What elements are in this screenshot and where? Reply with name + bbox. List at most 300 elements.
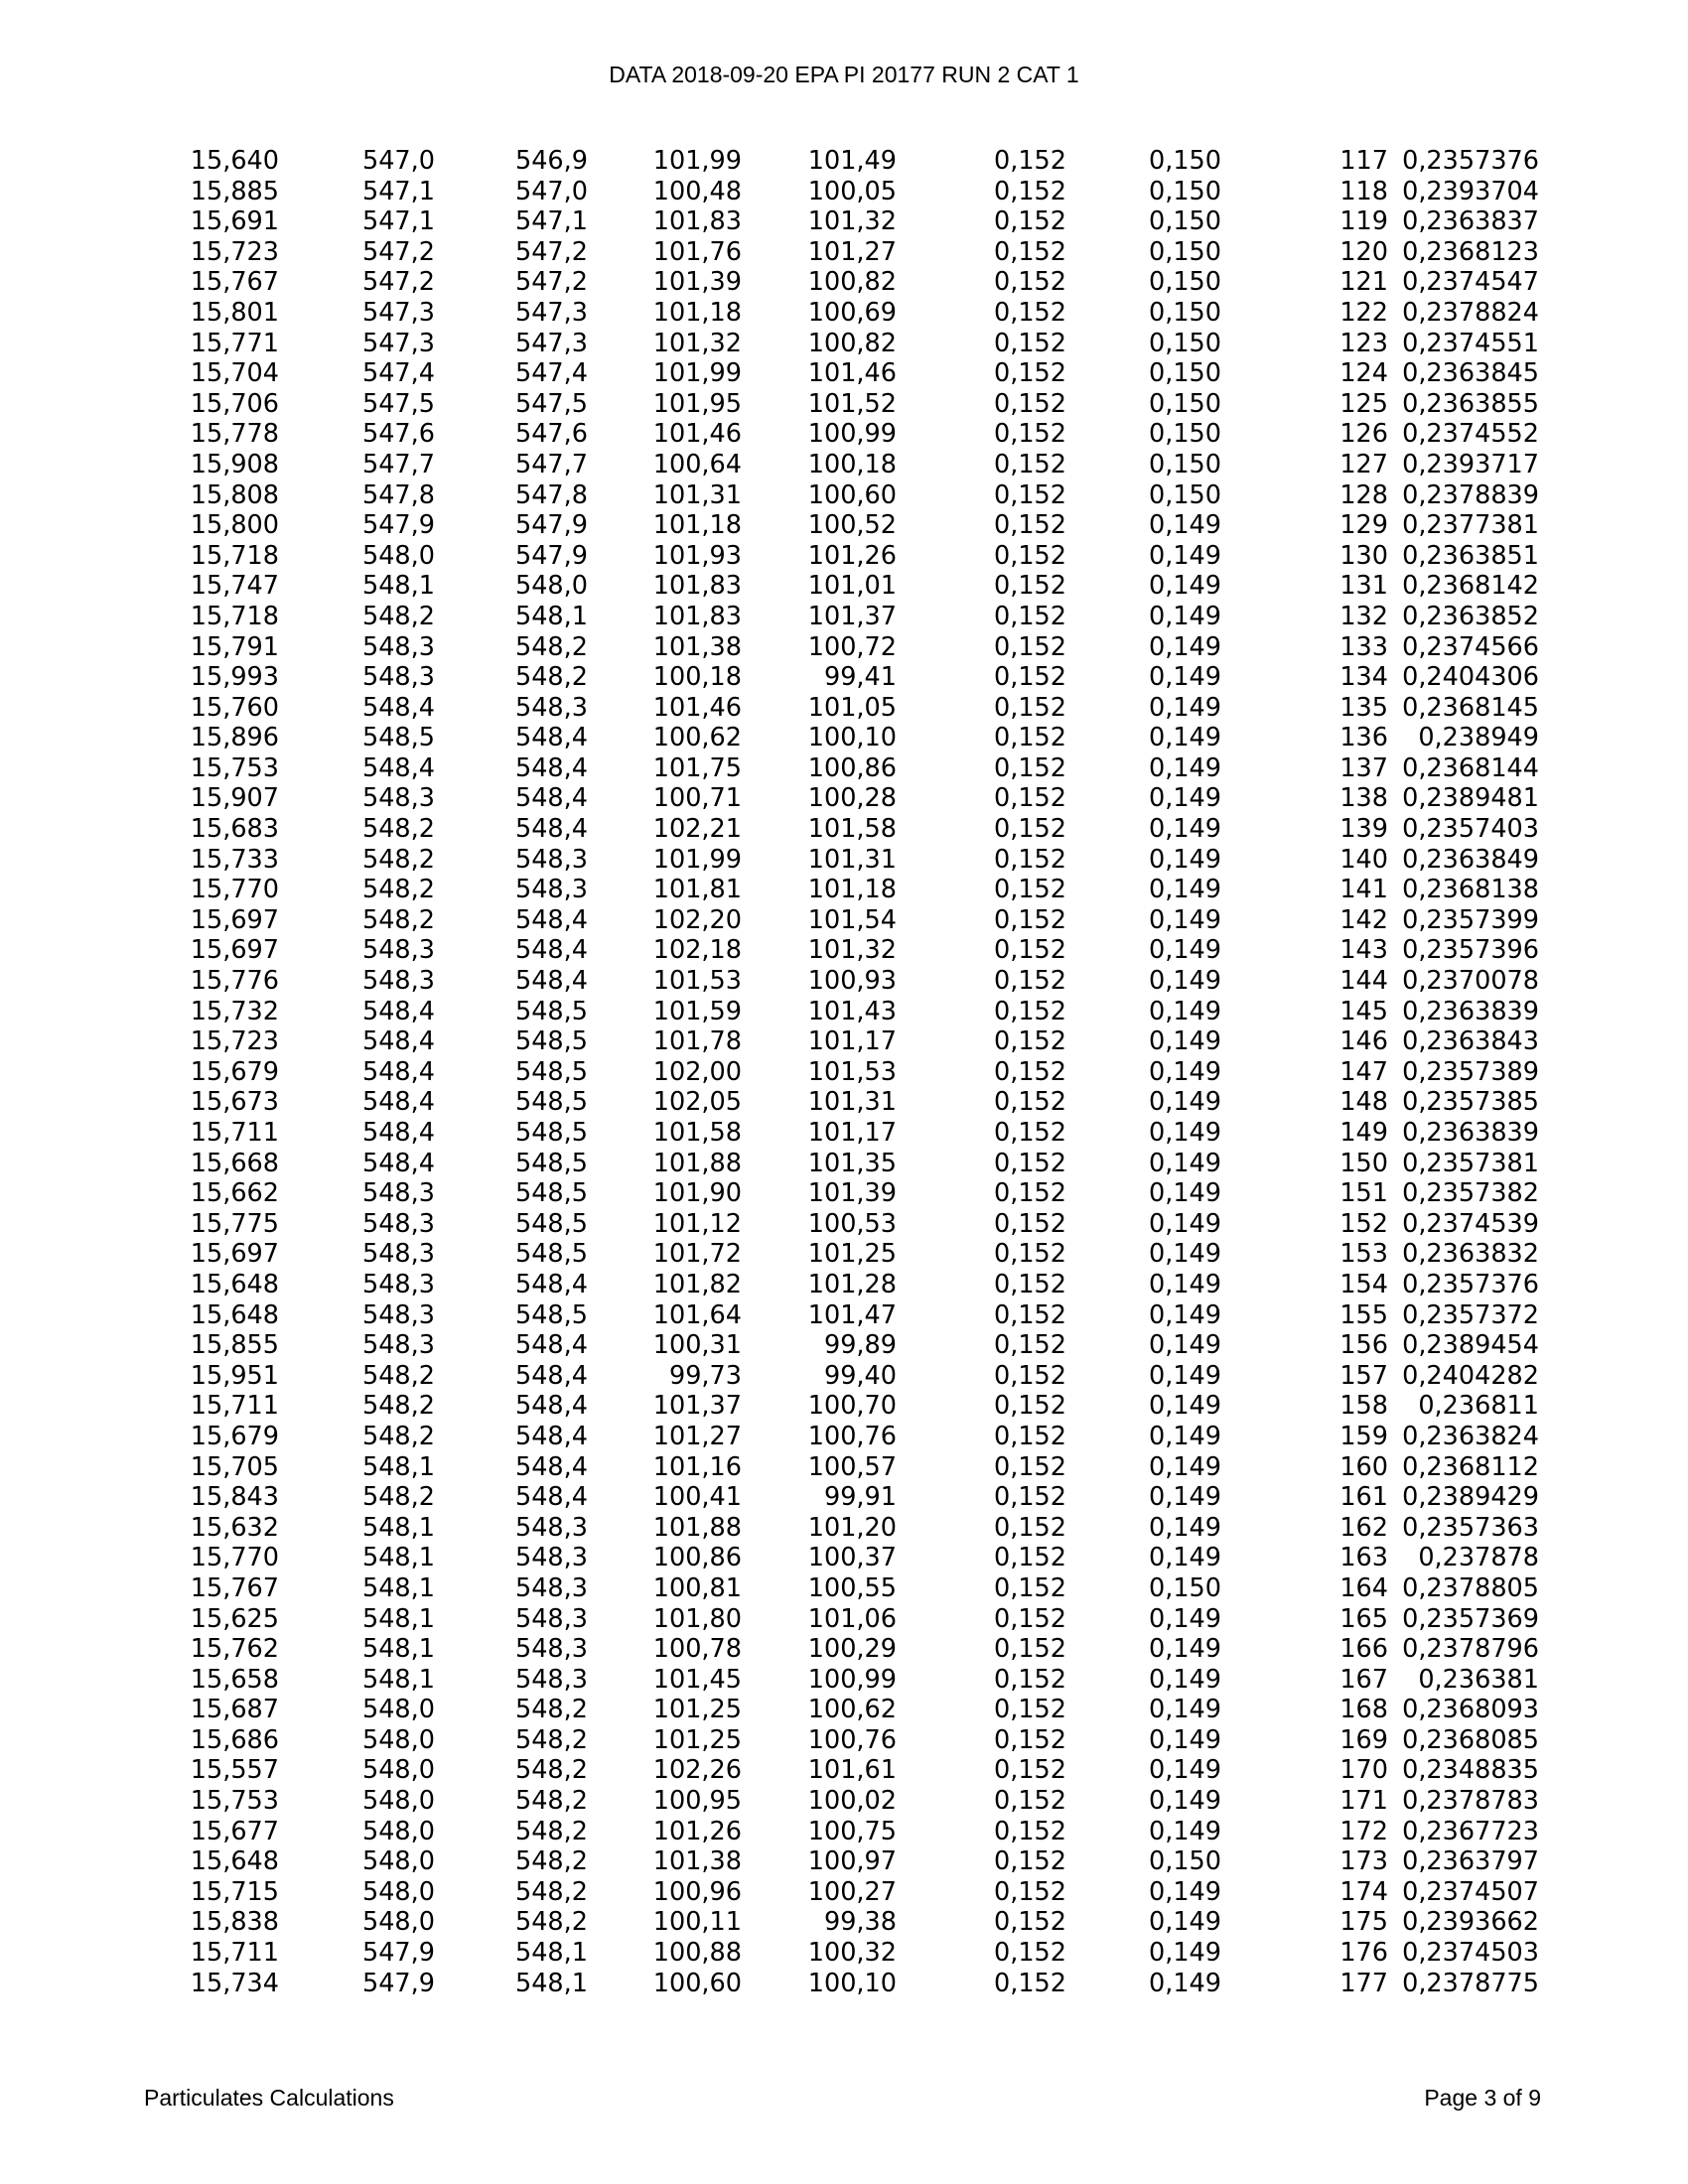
table-cell: 0,150 — [1148, 267, 1221, 298]
table-cell: 15,801 — [190, 297, 279, 328]
table-cell: 15,687 — [190, 1695, 279, 1725]
table-cell: 548,3 — [361, 1269, 435, 1299]
table-cell: 142 — [1339, 904, 1388, 935]
table-cell: 100,28 — [807, 783, 897, 814]
table-cell: 0,236811 — [1418, 1391, 1539, 1422]
table-cell: 15,723 — [190, 236, 279, 267]
table-cell: 0,152 — [993, 966, 1066, 997]
table-cell: 101,25 — [652, 1724, 742, 1755]
table-cell: 548,3 — [514, 1543, 588, 1573]
table-cell: 0,152 — [993, 1208, 1066, 1239]
table-cell: 101,83 — [652, 571, 742, 602]
table-row — [169, 541, 1539, 572]
table-cell: 548,4 — [514, 904, 588, 935]
table-cell: 0,152 — [993, 814, 1066, 845]
table-cell: 100,69 — [807, 297, 897, 328]
table-cell: 0,152 — [993, 1026, 1066, 1057]
table-cell: 548,4 — [514, 752, 588, 783]
table-cell: 170 — [1339, 1755, 1388, 1786]
table-cell: 0,149 — [1148, 1786, 1221, 1817]
table-cell: 0,149 — [1148, 1421, 1221, 1451]
table-cell: 0,2363824 — [1402, 1421, 1539, 1451]
table-cell: 0,2374539 — [1402, 1208, 1539, 1239]
table-cell: 0,152 — [993, 844, 1066, 875]
table-cell: 548,0 — [361, 1907, 435, 1938]
table-cell: 167 — [1339, 1664, 1388, 1695]
table-cell: 548,0 — [361, 1724, 435, 1755]
table-cell: 140 — [1339, 844, 1388, 875]
table-cell: 166 — [1339, 1634, 1388, 1665]
table-cell: 101,18 — [652, 510, 742, 541]
table-cell: 15,885 — [190, 176, 279, 206]
table-cell: 0,2389481 — [1402, 783, 1539, 814]
table-cell: 0,149 — [1148, 996, 1221, 1026]
table-row — [169, 419, 1539, 450]
table-cell: 15,697 — [190, 935, 279, 966]
table-row — [169, 1877, 1539, 1908]
table-cell: 0,149 — [1148, 723, 1221, 753]
table-cell: 101,90 — [652, 1178, 742, 1209]
table-cell: 0,2357382 — [1402, 1178, 1539, 1209]
table-cell: 0,152 — [993, 1603, 1066, 1634]
table-row — [169, 1695, 1539, 1725]
table-cell: 15,993 — [190, 662, 279, 693]
table-cell: 548,4 — [514, 814, 588, 845]
table-cell: 0,149 — [1148, 601, 1221, 631]
table-row — [169, 1817, 1539, 1847]
table-cell: 0,149 — [1148, 692, 1221, 723]
table-cell: 0,152 — [993, 1755, 1066, 1786]
table-cell: 0,236381 — [1418, 1664, 1539, 1695]
table-cell: 15,711 — [190, 1391, 279, 1422]
table-cell: 0,149 — [1148, 1603, 1221, 1634]
table-cell: 548,5 — [514, 1087, 588, 1118]
table-cell: 548,0 — [361, 1695, 435, 1725]
table-cell: 0,149 — [1148, 1724, 1221, 1755]
table-cell: 0,152 — [993, 479, 1066, 510]
table-cell: 0,2404282 — [1402, 1360, 1539, 1391]
table-cell: 101,31 — [807, 844, 897, 875]
table-row — [169, 1422, 1539, 1452]
table-cell: 101,46 — [652, 692, 742, 723]
table-cell: 173 — [1339, 1846, 1388, 1877]
table-cell: 15,723 — [190, 1026, 279, 1057]
table-cell: 0,152 — [993, 540, 1066, 571]
table-cell: 548,3 — [514, 844, 588, 875]
table-row — [169, 1755, 1539, 1786]
table-cell: 101,27 — [807, 236, 897, 267]
table-cell: 0,150 — [1148, 146, 1221, 176]
table-row — [169, 1786, 1539, 1817]
table-cell: 0,149 — [1148, 1056, 1221, 1087]
table-row — [169, 905, 1539, 936]
table-cell: 101,88 — [652, 1512, 742, 1543]
table-cell: 101,32 — [652, 328, 742, 358]
table-cell: 547,3 — [361, 328, 435, 358]
table-cell: 548,4 — [514, 1269, 588, 1299]
table-cell: 0,150 — [1148, 297, 1221, 328]
table-cell: 100,88 — [652, 1938, 742, 1969]
table-cell: 102,18 — [652, 935, 742, 966]
table-cell: 548,3 — [361, 1299, 435, 1330]
table-cell: 100,70 — [807, 1391, 897, 1422]
table-cell: 0,152 — [993, 1360, 1066, 1391]
table-cell: 0,150 — [1148, 236, 1221, 267]
table-cell: 99,40 — [823, 1360, 897, 1391]
table-cell: 101,53 — [807, 1056, 897, 1087]
table-cell: 101,17 — [807, 1118, 897, 1148]
table-cell: 547,5 — [361, 388, 435, 419]
table-cell: 0,2363843 — [1402, 1026, 1539, 1057]
table-cell: 0,152 — [993, 1512, 1066, 1543]
table-cell: 0,152 — [993, 1299, 1066, 1330]
table-cell: 548,5 — [514, 1178, 588, 1209]
table-cell: 0,149 — [1148, 1938, 1221, 1969]
table-cell: 548,0 — [361, 1876, 435, 1907]
table-cell: 548,2 — [514, 1846, 588, 1877]
table-cell: 100,02 — [807, 1786, 897, 1817]
table-cell: 15,704 — [190, 358, 279, 389]
table-cell: 101,25 — [807, 1239, 897, 1270]
table-cell: 0,149 — [1148, 935, 1221, 966]
table-cell: 15,753 — [190, 1786, 279, 1817]
table-cell: 0,2368145 — [1402, 692, 1539, 723]
table-cell: 0,149 — [1148, 904, 1221, 935]
table-cell: 0,152 — [993, 1087, 1066, 1118]
table-cell: 548,5 — [514, 1239, 588, 1270]
table-cell: 100,81 — [652, 1572, 742, 1603]
table-cell: 100,18 — [807, 449, 897, 479]
table-cell: 15,662 — [190, 1178, 279, 1209]
table-cell: 101,81 — [652, 875, 742, 905]
table-cell: 15,800 — [190, 510, 279, 541]
table-cell: 151 — [1339, 1178, 1388, 1209]
table-cell: 0,2378839 — [1402, 479, 1539, 510]
table-cell: 0,2378796 — [1402, 1634, 1539, 1665]
table-cell: 0,149 — [1148, 1451, 1221, 1482]
table-cell: 101,82 — [652, 1269, 742, 1299]
table-cell: 99,41 — [823, 662, 897, 693]
table-cell: 547,2 — [514, 267, 588, 298]
table-cell: 547,0 — [514, 176, 588, 206]
table-cell: 548,1 — [514, 1938, 588, 1969]
table-cell: 0,2374503 — [1402, 1938, 1539, 1969]
table-cell: 15,843 — [190, 1482, 279, 1513]
table-cell: 163 — [1339, 1543, 1388, 1573]
table-cell: 100,82 — [807, 328, 897, 358]
table-cell: 0,152 — [993, 996, 1066, 1026]
table-cell: 0,149 — [1148, 1907, 1221, 1938]
table-cell: 101,18 — [807, 875, 897, 905]
table-cell: 101,12 — [652, 1208, 742, 1239]
table-cell: 0,2357396 — [1402, 935, 1539, 966]
table-row — [169, 783, 1539, 814]
table-cell: 101,28 — [807, 1269, 897, 1299]
table-cell: 101,27 — [652, 1421, 742, 1451]
table-cell: 548,1 — [514, 1968, 588, 1998]
table-cell: 547,0 — [361, 146, 435, 176]
page-title: DATA 2018-09-20 EPA PI 20177 RUN 2 CAT 1 — [609, 62, 1079, 87]
table-cell: 548,3 — [514, 875, 588, 905]
table-cell: 548,1 — [361, 1634, 435, 1665]
table-cell: 0,2368112 — [1402, 1451, 1539, 1482]
table-cell: 548,2 — [514, 1786, 588, 1817]
table-cell: 547,2 — [514, 236, 588, 267]
table-cell: 101,16 — [652, 1451, 742, 1482]
table-cell: 15,775 — [190, 1208, 279, 1239]
table-cell: 548,0 — [361, 1786, 435, 1817]
table-row — [169, 1118, 1539, 1149]
table-cell: 101,45 — [652, 1664, 742, 1695]
table-cell: 548,4 — [361, 1026, 435, 1057]
table-cell: 0,152 — [993, 449, 1066, 479]
table-row — [169, 1087, 1539, 1118]
table-cell: 101,78 — [652, 1026, 742, 1057]
table-cell: 0,152 — [993, 1451, 1066, 1482]
table-row — [169, 814, 1539, 845]
table-cell: 15,718 — [190, 601, 279, 631]
table-cell: 101,38 — [652, 1846, 742, 1877]
table-cell: 15,733 — [190, 844, 279, 875]
table-cell: 122 — [1339, 297, 1388, 328]
table-cell: 547,1 — [514, 206, 588, 237]
table-row — [169, 329, 1539, 359]
table-cell: 548,0 — [361, 540, 435, 571]
table-cell: 548,1 — [361, 1451, 435, 1482]
table-cell: 548,3 — [361, 966, 435, 997]
table-cell: 0,2368093 — [1402, 1695, 1539, 1725]
table-cell: 0,2378775 — [1402, 1968, 1539, 1998]
table-cell: 548,4 — [514, 1421, 588, 1451]
table-cell: 100,72 — [807, 631, 897, 662]
table-cell: 101,01 — [807, 571, 897, 602]
table-cell: 548,4 — [514, 1360, 588, 1391]
table-row — [169, 298, 1539, 329]
table-cell: 0,152 — [993, 752, 1066, 783]
table-row — [169, 1969, 1539, 1999]
table-cell: 126 — [1339, 419, 1388, 450]
table-cell: 548,1 — [361, 571, 435, 602]
table-cell: 132 — [1339, 601, 1388, 631]
table-cell: 15,951 — [190, 1360, 279, 1391]
table-cell: 0,2363837 — [1402, 206, 1539, 237]
table-row — [169, 480, 1539, 511]
table-cell: 101,46 — [652, 419, 742, 450]
table-cell: 0,2348835 — [1402, 1755, 1539, 1786]
table-cell: 0,2368123 — [1402, 236, 1539, 267]
table-cell: 0,150 — [1148, 176, 1221, 206]
table-cell: 0,2374547 — [1402, 267, 1539, 298]
table-cell: 547,8 — [361, 479, 435, 510]
table-cell: 0,152 — [993, 1056, 1066, 1087]
table-cell: 128 — [1339, 479, 1388, 510]
table-cell: 100,11 — [652, 1907, 742, 1938]
table-cell: 0,152 — [993, 783, 1066, 814]
table-cell: 177 — [1339, 1968, 1388, 1998]
table-cell: 100,48 — [652, 176, 742, 206]
table-cell: 15,770 — [190, 1543, 279, 1573]
table-cell: 101,99 — [652, 844, 742, 875]
table-cell: 101,43 — [807, 996, 897, 1026]
table-cell: 548,1 — [361, 1664, 435, 1695]
table-cell: 100,53 — [807, 1208, 897, 1239]
table-cell: 101,76 — [652, 236, 742, 267]
table-cell: 15,711 — [190, 1118, 279, 1148]
table-cell: 101,83 — [652, 206, 742, 237]
table-cell: 0,2357376 — [1402, 146, 1539, 176]
table-cell: 0,150 — [1148, 328, 1221, 358]
table-cell: 0,2374566 — [1402, 631, 1539, 662]
table-cell: 0,152 — [993, 571, 1066, 602]
table-cell: 101,37 — [652, 1391, 742, 1422]
table-cell: 0,2363851 — [1402, 540, 1539, 571]
table-cell: 0,152 — [993, 1269, 1066, 1299]
table-row — [169, 693, 1539, 724]
table-cell: 548,2 — [514, 631, 588, 662]
table-cell: 101,06 — [807, 1603, 897, 1634]
table-cell: 0,2378783 — [1402, 1786, 1539, 1817]
table-cell: 547,2 — [361, 236, 435, 267]
table-row — [169, 662, 1539, 693]
table-cell: 101,26 — [807, 540, 897, 571]
table-cell: 0,149 — [1148, 1148, 1221, 1178]
table-cell: 548,5 — [514, 1026, 588, 1057]
table-cell: 101,59 — [652, 996, 742, 1026]
table-cell: 548,4 — [361, 692, 435, 723]
table-cell: 0,150 — [1148, 1572, 1221, 1603]
table-cell: 0,149 — [1148, 1695, 1221, 1725]
table-cell: 101,53 — [652, 966, 742, 997]
table-cell: 548,5 — [514, 1148, 588, 1178]
table-cell: 101,32 — [807, 935, 897, 966]
table-cell: 0,152 — [993, 935, 1066, 966]
table-cell: 548,2 — [514, 1724, 588, 1755]
table-cell: 101,83 — [652, 601, 742, 631]
table-cell: 548,1 — [361, 1543, 435, 1573]
table-cell: 101,64 — [652, 1299, 742, 1330]
table-cell: 154 — [1339, 1269, 1388, 1299]
table-cell: 0,2404306 — [1402, 662, 1539, 693]
table-cell: 131 — [1339, 571, 1388, 602]
table-cell: 0,152 — [993, 1118, 1066, 1148]
table-cell: 0,2363849 — [1402, 844, 1539, 875]
table-cell: 0,152 — [993, 1239, 1066, 1270]
table-cell: 0,150 — [1148, 206, 1221, 237]
table-cell: 124 — [1339, 358, 1388, 389]
table-cell: 548,0 — [514, 571, 588, 602]
table-cell: 0,149 — [1148, 783, 1221, 814]
table-cell: 100,78 — [652, 1634, 742, 1665]
table-cell: 0,149 — [1148, 1876, 1221, 1907]
table-cell: 548,2 — [514, 1755, 588, 1786]
table-cell: 101,05 — [807, 692, 897, 723]
table-cell: 548,3 — [514, 1603, 588, 1634]
table-cell: 0,152 — [993, 510, 1066, 541]
table-cell: 15,908 — [190, 449, 279, 479]
table-cell: 0,149 — [1148, 1968, 1221, 1998]
table-cell: 0,2357385 — [1402, 1087, 1539, 1118]
table-cell: 0,149 — [1148, 540, 1221, 571]
table-cell: 548,5 — [514, 1118, 588, 1148]
table-cell: 101,39 — [807, 1178, 897, 1209]
table-cell: 547,8 — [514, 479, 588, 510]
table-cell: 15,907 — [190, 783, 279, 814]
table-cell: 547,7 — [514, 449, 588, 479]
table-cell: 0,149 — [1148, 1634, 1221, 1665]
table-cell: 100,31 — [652, 1330, 742, 1361]
table-cell: 100,10 — [807, 1968, 897, 1998]
table-cell: 15,673 — [190, 1087, 279, 1118]
table-cell: 162 — [1339, 1512, 1388, 1543]
table-cell: 548,3 — [361, 935, 435, 966]
table-cell: 0,149 — [1148, 844, 1221, 875]
table-row — [169, 1300, 1539, 1331]
table-cell: 0,152 — [993, 601, 1066, 631]
table-cell: 15,767 — [190, 267, 279, 298]
table-cell: 101,52 — [807, 388, 897, 419]
table-row — [169, 450, 1539, 480]
table-cell: 15,648 — [190, 1846, 279, 1877]
table-cell: 548,0 — [361, 1816, 435, 1846]
table-cell: 101,95 — [652, 388, 742, 419]
table-cell: 0,2357381 — [1402, 1148, 1539, 1178]
table-cell: 548,4 — [514, 966, 588, 997]
table-cell: 0,2368085 — [1402, 1724, 1539, 1755]
table-cell: 136 — [1339, 723, 1388, 753]
table-row — [169, 723, 1539, 753]
table-cell: 0,149 — [1148, 966, 1221, 997]
table-cell: 165 — [1339, 1603, 1388, 1634]
table-cell: 548,2 — [361, 875, 435, 905]
table-cell: 15,648 — [190, 1299, 279, 1330]
table-cell: 547,3 — [514, 297, 588, 328]
table-cell: 548,1 — [361, 1572, 435, 1603]
table-cell: 0,2357399 — [1402, 904, 1539, 935]
table-cell: 0,152 — [993, 1634, 1066, 1665]
table-cell: 0,149 — [1148, 1360, 1221, 1391]
table-cell: 0,149 — [1148, 1330, 1221, 1361]
table-row — [169, 1846, 1539, 1877]
table-cell: 0,149 — [1148, 1178, 1221, 1209]
table-row — [169, 267, 1539, 298]
table-cell: 548,2 — [514, 662, 588, 693]
table-cell: 0,152 — [993, 1543, 1066, 1573]
table-cell: 100,52 — [807, 510, 897, 541]
table-row — [169, 1665, 1539, 1696]
table-cell: 100,97 — [807, 1846, 897, 1877]
table-cell: 547,4 — [514, 358, 588, 389]
table-cell: 150 — [1339, 1148, 1388, 1178]
table-cell: 102,21 — [652, 814, 742, 845]
table-cell: 548,4 — [361, 1087, 435, 1118]
table-row — [169, 875, 1539, 905]
table-cell: 0,152 — [993, 328, 1066, 358]
table-cell: 99,38 — [823, 1907, 897, 1938]
table-cell: 0,152 — [993, 1572, 1066, 1603]
table-cell: 548,4 — [514, 1330, 588, 1361]
table-cell: 15,753 — [190, 752, 279, 783]
table-cell: 0,2357363 — [1402, 1512, 1539, 1543]
table-cell: 15,732 — [190, 996, 279, 1026]
table-cell: 0,2389454 — [1402, 1330, 1539, 1361]
table-cell: 0,149 — [1148, 1755, 1221, 1786]
table-cell: 145 — [1339, 996, 1388, 1026]
table-cell: 0,152 — [993, 146, 1066, 176]
table-row — [169, 602, 1539, 632]
table-cell: 99,73 — [668, 1360, 742, 1391]
table-cell: 143 — [1339, 935, 1388, 966]
table-cell: 548,4 — [514, 1451, 588, 1482]
